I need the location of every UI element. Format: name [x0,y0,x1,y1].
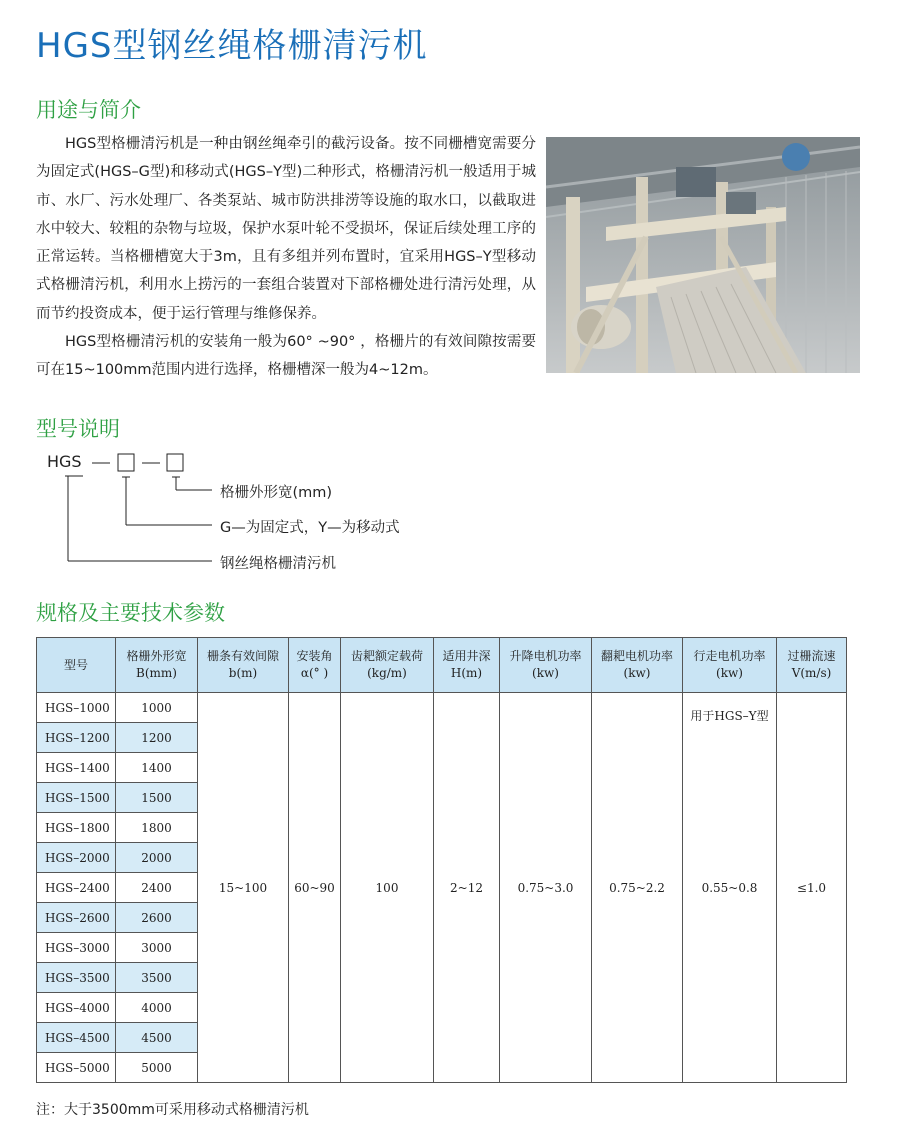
travel-note: 用于HGS–Y型 [690,709,769,723]
col-header-rake-power: 翻耙电机功率 (kw) [592,638,683,693]
cell-model: HGS–1200 [37,723,116,753]
cell-model: HGS–4000 [37,993,116,1023]
cell-lift-power: 0.75~3.0 [500,693,592,1083]
cell-width: 2000 [116,843,198,873]
col-header-width: 格栅外形宽 B(mm) [116,638,198,693]
table-row [37,693,847,723]
model-label-type: G—为固定式，Y—为移动式 [220,520,400,536]
product-photo [546,137,860,373]
cell-model: HGS–1400 [37,753,116,783]
cell-width: 1800 [116,813,198,843]
col-header-velocity: 过栅流速 V(m/s) [777,638,847,693]
cell-width: 1200 [116,723,198,753]
intro-paragraph-2: HGS型格栅清污机的安装角一般为60° ~90° ，格栅片的有效间隙按需要可在15~100mm范围内进行选择，格栅槽深一般为4~12m。 [36,334,536,379]
footnote: 注：大于3500mm可采用移动式格栅清污机 [36,1102,309,1118]
cell-width: 5000 [116,1053,198,1083]
model-label-width: 格栅外形宽(mm) [220,485,333,501]
page-title: HGS型钢丝绳格栅清污机 [36,26,428,66]
model-code-prefix: HGS [47,452,82,471]
col-header-depth: 适用井深 H(m) [434,638,500,693]
col-header-travel-power: 行走电机功率 (kw) [683,638,777,693]
col-header-model: 型号 [37,638,116,693]
section-heading-intro: 用途与简介 [36,98,141,122]
cell-angle: 60~90 [289,693,341,1083]
section-heading-spec: 规格及主要技术参数 [36,601,225,625]
intro-text [36,130,536,385]
cell-width: 1000 [116,693,198,723]
section-heading-model: 型号说明 [36,417,120,441]
cell-width: 4500 [116,1023,198,1053]
cell-depth: 2~12 [434,693,500,1083]
travel-power-value: 0.55~0.8 [701,880,758,895]
cell-width: 2400 [116,873,198,903]
cell-model: HGS–3500 [37,963,116,993]
cell-gap: 15~100 [198,693,289,1083]
spec-table [36,637,847,1083]
model-label-name: 钢丝绳格栅清污机 [220,556,336,572]
col-header-load: 齿耙额定载荷 (kg/m) [341,638,434,693]
cell-model: HGS–2600 [37,903,116,933]
cell-travel-power [683,693,777,1083]
cell-width: 4000 [116,993,198,1023]
cell-model: HGS–1500 [37,783,116,813]
cell-velocity: ≤1.0 [777,693,847,1083]
cell-model: HGS–5000 [37,1053,116,1083]
spec-table-header-row [37,638,847,693]
cell-width: 1400 [116,753,198,783]
cell-width: 1500 [116,783,198,813]
cell-model: HGS–4500 [37,1023,116,1053]
cell-width: 3000 [116,933,198,963]
intro-paragraph-1: HGS型格栅清污机是一种由钢丝绳牵引的截污设备。按不同栅槽宽需要分为固定式(HGS–G型)和移动式(HGS–Y型)二种形式，格栅清污机一般适用于城市、水厂、污水处理厂、各类泵站、城市防洪排涝等设施的取水口，以截取进水中较大、较粗的杂物与垃圾，保护水泵叶轮不受损坏，保证后续处理工序的正常运转。当格栅槽宽大于3m，且有多组并列布置时，宜采用HGS–Y型移动式格栅清污机，利用水上捞污的一套组合装置对下部格栅处进行清污处理，从而节约投资成本，便于运行管理与维修保养。 [36,136,536,322]
cell-model: HGS–2400 [37,873,116,903]
col-header-gap: 栅条有效间隙 b(m) [198,638,289,693]
col-header-angle: 安装角 α(° ) [289,638,341,693]
cell-model: HGS–1000 [37,693,116,723]
cell-width: 2600 [116,903,198,933]
cell-load: 100 [341,693,434,1083]
cell-width: 3500 [116,963,198,993]
col-header-lift-power: 升降电机功率 (kw) [500,638,592,693]
cell-model: HGS–1800 [37,813,116,843]
cell-model: HGS–2000 [37,843,116,873]
cell-model: HGS–3000 [37,933,116,963]
cell-rake-power: 0.75~2.2 [592,693,683,1083]
